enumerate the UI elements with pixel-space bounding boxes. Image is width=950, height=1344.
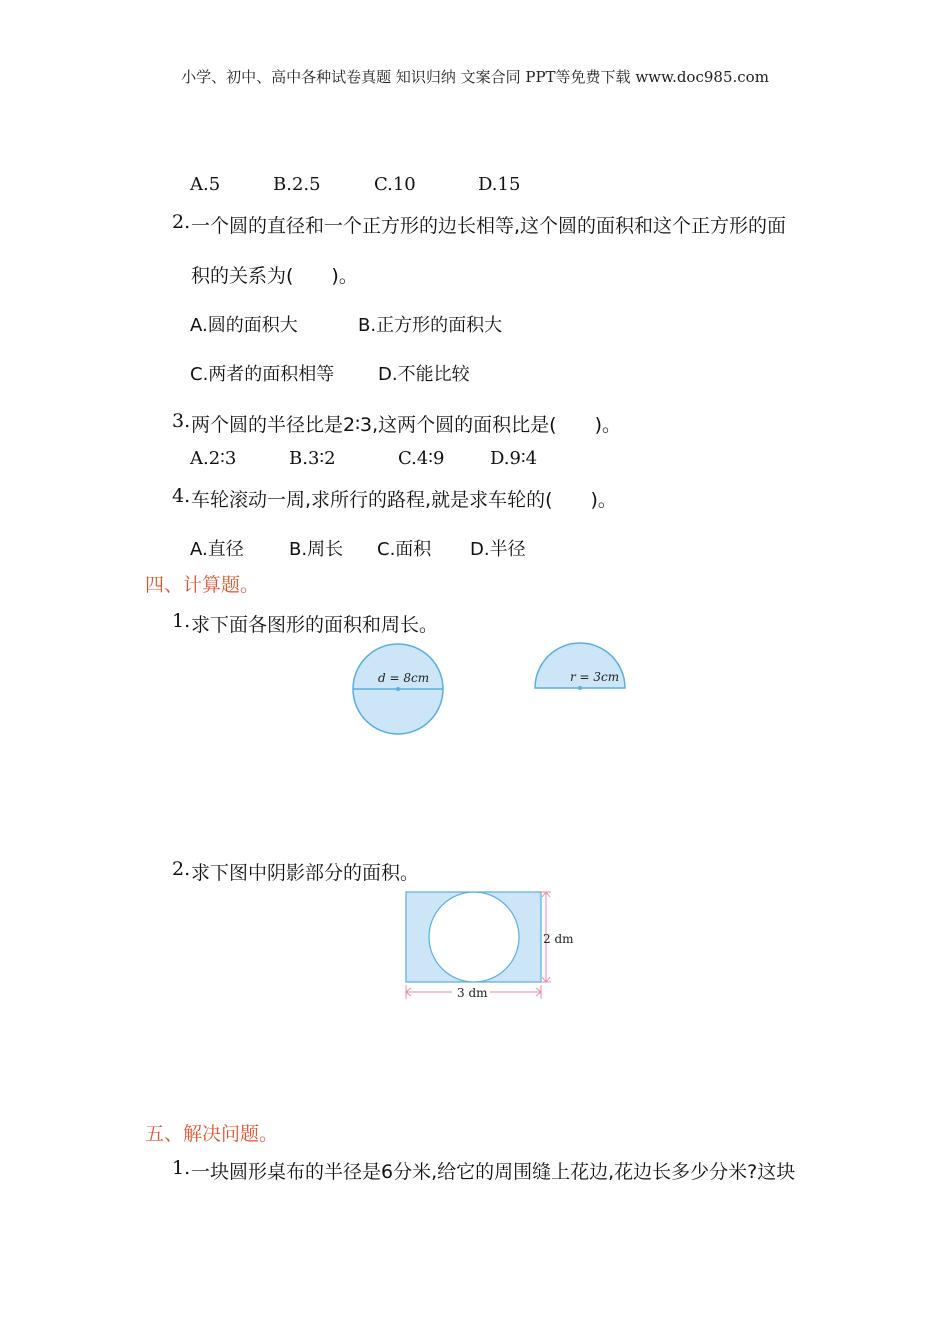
question-number: 1. [172,1157,191,1179]
prev-option-a: A.5 [190,174,221,195]
option-c: C.4∶9 [398,448,445,469]
width-label: 3 dm [457,986,488,1000]
question-text: 求下图中阴影部分的面积。 [191,862,420,884]
question-number: 1. [172,610,191,632]
option-d: D.半径 [470,539,526,560]
question-text: 一块圆形桌布的半径是6分米,给它的周围缝上花边,花边长多少分米?这块 [191,1161,796,1183]
section-title-problem-solving: 五、解决问题。 [145,1123,279,1145]
prev-option-c: C.10 [374,174,416,195]
option-a: A.2∶3 [190,448,237,469]
option-c: C.两者的面积相等 [190,364,335,385]
option-c: C.面积 [377,539,432,560]
option-d: D.9∶4 [490,448,538,469]
semicircle-center-dot [578,686,582,690]
semicircle-radius-label: r = 3cm [570,670,620,684]
figure-shaded-rectangle [400,888,590,1008]
prev-option-d: D.15 [478,174,521,195]
section-title-calculation: 四、计算题。 [145,574,260,596]
question-text: 车轮滚动一周,求所行的路程,就是求车轮的( )。 [191,489,617,511]
option-d: D.不能比较 [378,364,470,385]
question-text: 两个圆的半径比是2∶3,这两个圆的面积比是( )。 [191,414,621,436]
option-a: A.圆的面积大 [190,315,298,336]
question-number: 2. [172,858,191,880]
question-text: 一个圆的直径和一个正方形的边长相等,这个圆的面积和这个正方形的面 [191,215,787,237]
option-b: B.正方形的面积大 [358,315,503,336]
circle-diameter-label: d = 8cm [378,671,430,685]
question-number: 4. [172,485,191,507]
question-number: 2. [172,211,191,233]
circle-center-dot [396,687,400,691]
inner-white-circle [429,892,519,982]
prev-option-b: B.2.5 [273,174,321,195]
figure-circle-and-semicircle [340,640,640,740]
option-a: A.直径 [190,539,244,560]
question-number: 3. [172,410,191,432]
question-text: 积的关系为( )。 [191,265,358,287]
option-b: B.周长 [289,539,344,560]
page-header: 小学、初中、高中各种试卷真题 知识归纳 文案合同 PPT等免费下载 www.doc985.com [181,68,769,86]
height-label: 2 dm [543,932,574,946]
option-b: B.3∶2 [289,448,336,469]
question-text: 求下面各图形的面积和周长。 [191,614,439,636]
